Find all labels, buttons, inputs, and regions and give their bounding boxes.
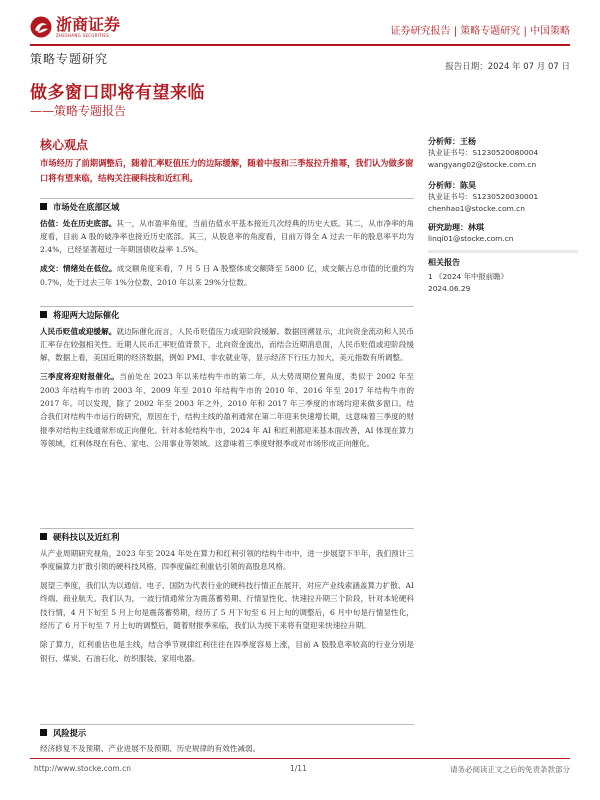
analyst-email[interactable]: linqi01@stocke.com.cn bbox=[428, 234, 514, 243]
section-divider bbox=[40, 724, 414, 725]
footer-disclaimer: 请务必阅读正文之后的免责条款部分 bbox=[450, 765, 570, 774]
section-heading: 将迎两大边际催化 bbox=[40, 308, 414, 322]
paragraph: 从产业周期研究视角，2023 年至 2024 年处在算力和红利引领的结构牛市中，进一步展望下半年，我们预计三季度偏算力扩散引领的硬科技风格，四季度偏红利重估引领的高股息风格。 bbox=[40, 548, 414, 571]
bullet-square-icon bbox=[40, 533, 47, 540]
paragraph: 经济修复不及预期、产业进展不及预期、历史规律的有效性减弱。 bbox=[40, 743, 261, 753]
report-subtitle: ——策略专题报告 bbox=[30, 104, 127, 118]
related-reports bbox=[428, 257, 578, 295]
paragraph: 三季度将迎财报催化。当前处在 2023 年以来结构牛市的第二年，从大势周期位置角度，类似于 2002 年至 2003 年结构牛市的 2003 年、2009 年至 2010 年结构牛市的 2010 年、2016 年至 2017 年结构牛市的 2017 年。可以发现，除了 2002 年至 2003 年之外，2010 年和 2017 年三季度的市场均迎来做多窗口。结合我们对结构牛市运行的研究，原因在于，结构主线的盈利通常在第二年迎来快速增长期，这意味着三季度的财报季对结构主线通常形成正向催化。针对本轮结构牛市，2024 年 AI 和红利都迎来基本面改善，AI 体现在算力等领域，红利体现在有色、家电、公用事业等领域。这意味着三季度财报季或对市场形成正向催化。 bbox=[40, 372, 414, 448]
section-heading: 硬科技以及近红利 bbox=[40, 530, 414, 544]
footer-url[interactable]: http://www.stocke.com.cn bbox=[34, 764, 131, 773]
report-title: 做多窗口即将有望来临 bbox=[30, 83, 205, 103]
footer-divider bbox=[30, 758, 570, 759]
bullet-square-icon bbox=[40, 729, 47, 736]
section-divider bbox=[40, 198, 414, 199]
header-divider bbox=[30, 44, 570, 46]
sidebar-divider bbox=[428, 250, 578, 253]
bullet-square-icon bbox=[40, 311, 47, 318]
related-report-date: 2024.06.29 bbox=[428, 284, 471, 293]
paragraph: 人民币贬值或迎缓解。就边际催化而言，人民币贬值压力或迎阶段缓解。数据回溯显示，北向资金流动和人民币汇率存在较强相关性。近期人民币汇率贬值背景下，北向资金流出，而结合近期消息面，人民币贬值或迎阶段缓解，数据上看，美国近期的经济数据，例如 PMI、非农就业等，显示经济下行压力加大，美元指数有所调整。 bbox=[40, 326, 415, 363]
section-risk bbox=[40, 724, 414, 755]
analyst-email[interactable]: chenhao1@stocke.com.cn bbox=[428, 204, 525, 213]
paragraph: 除了算力，红利重估也是主线，结合季节规律红利往往在四季度容易上涨，目前 A 股股息率较高的行业分别是银行、煤炭、石油石化、纺织服装、家用电器。 bbox=[40, 640, 414, 663]
analyst-card bbox=[428, 136, 578, 171]
related-title: 相关报告 bbox=[428, 257, 460, 267]
report-date: 报告日期：2024 年 07 月 07 日 bbox=[445, 62, 570, 72]
section-catalysts bbox=[40, 306, 414, 450]
section-divider bbox=[40, 528, 414, 529]
analyst-name: 分析师：王杨 bbox=[428, 136, 476, 146]
brand-subname: ZHESHANG SECURITIES bbox=[56, 32, 110, 38]
bullet-square-icon bbox=[40, 203, 47, 210]
analyst-cert: 执业证书号：S1230520030001 bbox=[428, 192, 539, 201]
analyst-cert: 执业证书号：S1230520080004 bbox=[428, 148, 539, 157]
section-market-bottom bbox=[40, 198, 414, 289]
paragraph: 估值：处在历史底部。其一，从市盈率角度，当前估值水平基本接近几次经典的历史大底。其二，从市净率的角度看，目前 A 股的破净率也接近历史底部。其三，从股息率的角度看，目前万得全 A 过去一年的股息率平均为 2.4%，已经显著超过一年期国债收益率 1.5%。 bbox=[40, 218, 415, 255]
brand-logo bbox=[30, 14, 150, 40]
analyst-name: 分析师：陈昊 bbox=[428, 180, 476, 190]
section-heading: 市场处在底部区域 bbox=[40, 200, 414, 214]
report-category: 策略专题研究 bbox=[30, 52, 109, 66]
core-view-title: 核心观点 bbox=[40, 138, 89, 152]
page-number: 1/11 bbox=[290, 764, 307, 773]
section-hardtech bbox=[40, 528, 414, 665]
analyst-card bbox=[428, 180, 578, 215]
brand-emblem-icon bbox=[30, 16, 52, 38]
analyst-name: 研究助理：林琪 bbox=[428, 222, 484, 232]
brand-name: 浙商证券 bbox=[56, 14, 121, 34]
related-report-link[interactable]: 1 《2024 年中报前瞻》 bbox=[428, 272, 508, 281]
section-divider bbox=[40, 306, 414, 307]
section-heading: 风险提示 bbox=[40, 726, 414, 740]
paragraph: 成交：情绪处在低位。成交额角度来看，7 月 5 日 A 股整体成交额降至 5800 亿，成交额占总市值的比重约为 0.7%，处于过去三年 1%分位数、2010 年以来 29%分位数。 bbox=[40, 264, 415, 287]
core-summary: 市场经历了前期调整后，随着汇率贬值压力的边际缓解，随着中报和三季报拉升推幂，我们认为做多窗口将有望来临，结构关注硬科技和近红利。 bbox=[40, 158, 414, 183]
header-nav: 证券研究报告 | 策略专题研究 | 中国策略 bbox=[390, 26, 570, 37]
analyst-email[interactable]: wangyang02@stocke.com.cn bbox=[428, 160, 537, 169]
analyst-card bbox=[428, 222, 578, 245]
paragraph: 展望三季度，我们认为以通信、电子、国防为代表行业的硬科技行情正在展开，对应产业线索涵盖算力扩散、AI 终端、商业航天。我们认为，一波行情通常分为震荡蓄势期、行情显性化、快速拉升期三个阶段，针对本轮硬科技行情，4 月下旬至 5 月上旬是震荡蓄势期，经历了 5 月下旬至 6 月上旬的调整后，6 月中旬是行情显性化，经历了 6 月下旬至 7 月上旬的调整后，随着财报季来临，我们认为接下来将有望迎来快速拉升期。 bbox=[40, 581, 414, 631]
